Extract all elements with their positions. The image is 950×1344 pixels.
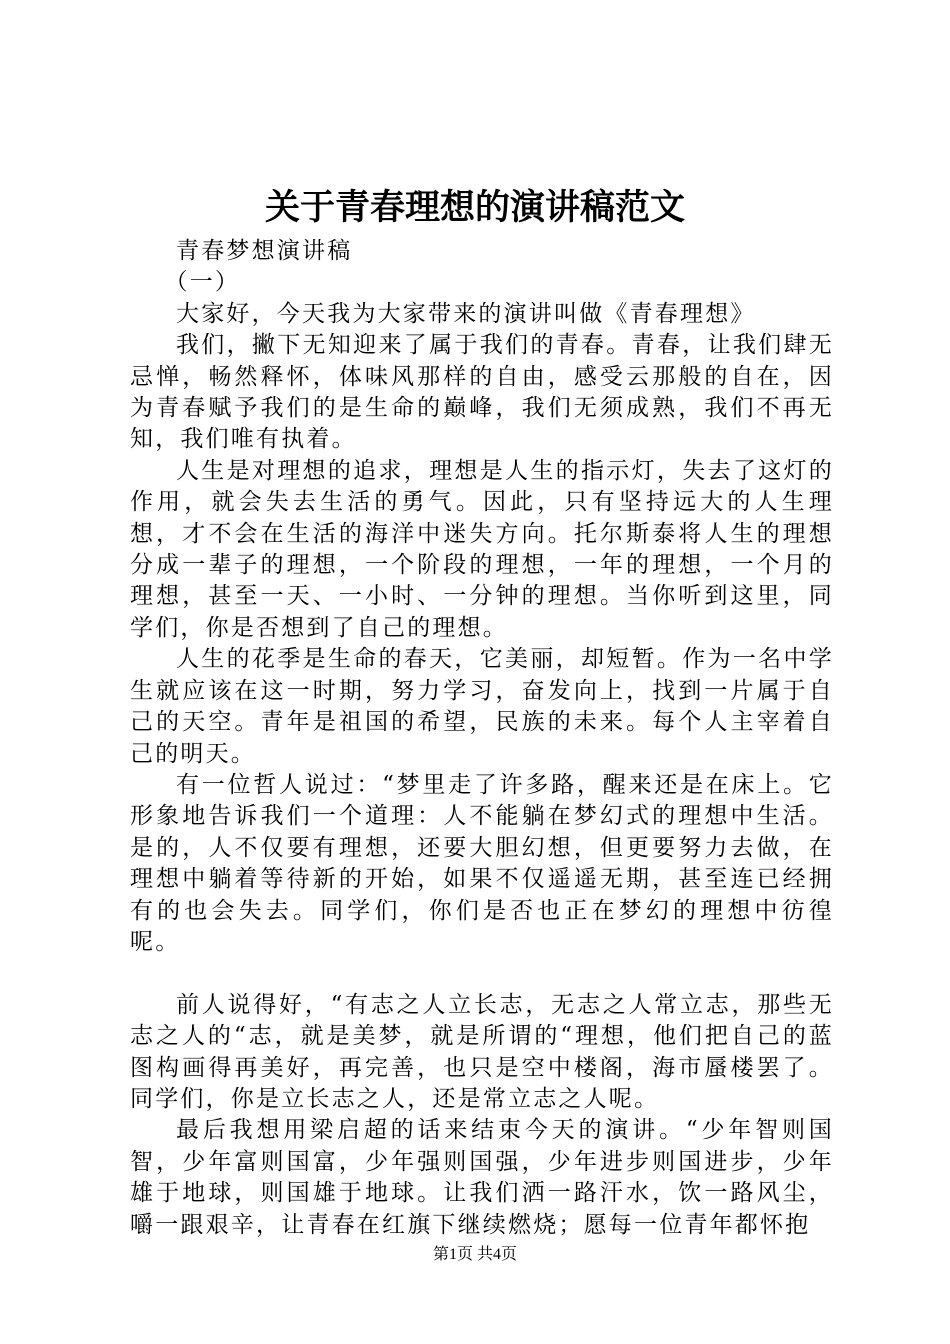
section-marker: （一） — [164, 269, 241, 296]
subtitle: 青春梦想演讲稿 — [176, 238, 353, 264]
page-footer: 第1页 共4页 — [432, 1246, 517, 1263]
paragraph: 我们，撇下无知迎来了属于我们的青春。青春，让我们肆无忌惮，畅然释怀，体味风那样的自由，感受云那般的自在，因为青春赋予我们的是生命的巅峰，我们无须成熟，我们不再无知，我们唯有执着。 — [130, 332, 834, 453]
document-title: 关于青春理想的演讲稿范文 — [264, 187, 685, 228]
paragraph: 人生的花季是生命的春天，它美丽，却短暂。作为一名中学生就应该在这一时期，努力学习，奋发向上，找到一片属于自己的天空。青年是祖国的希望，民族的未来。每个人主宰着自己的明天。 — [130, 646, 834, 767]
paragraph-greeting: 大家好，今天我为大家带来的演讲叫做《青春理想》 — [176, 300, 756, 327]
paragraph: 人生是对理想的追求，理想是人生的指示灯，失去了这灯的作用，就会失去生活的勇气。因此，只有坚持远大的人生理想，才不会在生活的海洋中迷失方向。托尔斯泰将人生的理想分成一辈子的理想，一个阶段的理想，一年的理想，一个月的理想，甚至一天、一小时、一分钟的理想。当你听到这里，同学们，你是否想到了自己的理想。 — [130, 457, 834, 641]
paragraph: 最后我想用梁启超的话来结束今天的演讲。“少年智则国智，少年富则国富，少年强则国强，少年进步则国进步，少年雄于地球，则国雄于地球。让我们洒一路汗水，饮一路风尘，嚼一跟艰辛，让青春在红旗下继续燃烧；愿每一位青年都怀抱 — [130, 1117, 834, 1238]
document-body — [130, 236, 834, 1241]
paragraph-spacer — [130, 958, 834, 989]
paragraph: 有一位哲人说过：“梦里走了许多路，醒来还是在床上。它形象地告诉我们一个道理：人不能躺在梦幻式的理想中生活。是的，人不仅要有理想，还要大胆幻想，但更要努力去做，在理想中躺着等待新的开始，如果不仅遥遥无期，甚至连已经拥有的也会失去。同学们，你们是否也正在梦幻的理想中彷徨呢。 — [130, 771, 834, 955]
paragraph: 前人说得好，“有志之人立长志，无志之人常立志，那些无志之人的“志，就是美梦，就是所谓的“理想，他们把自己的蓝图构画得再美好，再完善，也只是空中楼阁，海市蜃楼罢了。同学们，你是立长志之人，还是常立志之人呢。 — [130, 991, 834, 1112]
